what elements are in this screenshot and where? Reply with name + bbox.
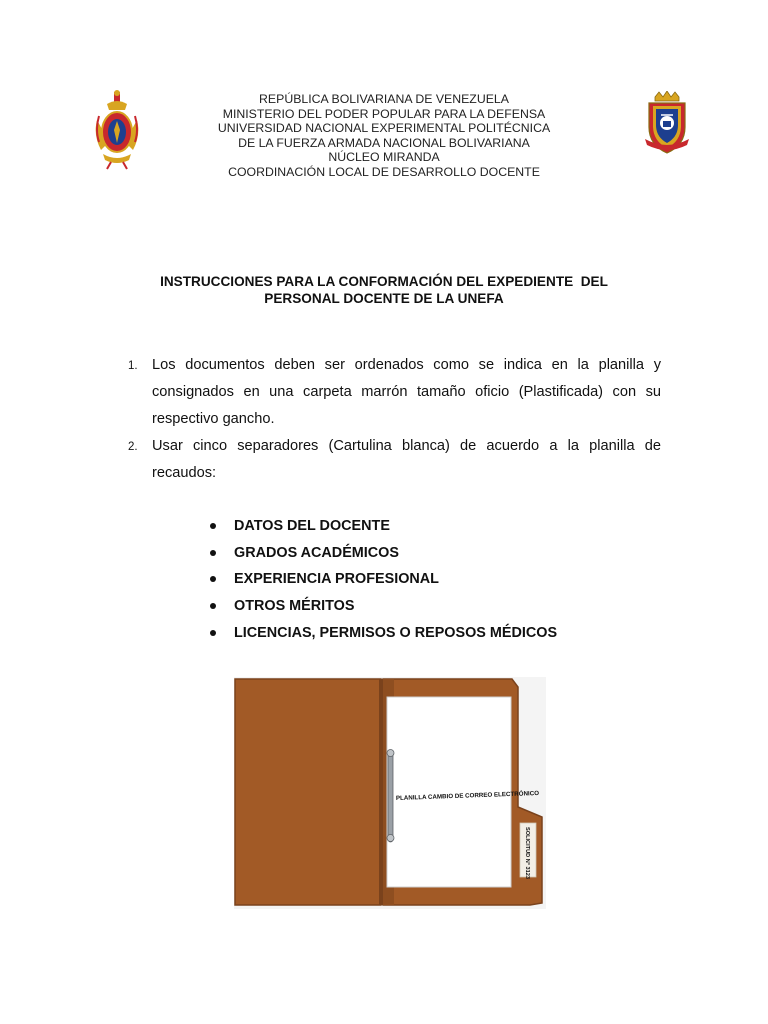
- header-line-armed-forces: DE LA FUERZA ARMADA NACIONAL BOLIVARIANA: [238, 135, 530, 150]
- instructions-list: [125, 352, 661, 487]
- instruction-item: [125, 352, 661, 433]
- document-title: [0, 273, 768, 307]
- section-separators-list: [205, 513, 557, 647]
- brown-folder-illustration: [234, 677, 546, 909]
- header-line-ministry: MINISTERIO DEL PODER POPULAR PARA LA DEFENSA: [222, 106, 546, 121]
- header-line-country: REPÚBLICA BOLIVARIANA DE VENEZUELA: [259, 92, 509, 106]
- section-label: GRADOS ACADÉMICOS: [234, 544, 399, 561]
- header-line-university: UNIVERSIDAD NACIONAL EXPERIMENTAL POLITÉCNICA: [217, 121, 551, 136]
- document-title-line-2: PERSONAL DOCENTE DE LA UNEFA: [264, 291, 504, 306]
- section-label: DATOS DEL DOCENTE: [234, 518, 390, 534]
- section-label: OTROS MÉRITOS: [234, 598, 355, 615]
- bullet-icon: [210, 576, 216, 582]
- section-item: [205, 566, 557, 593]
- bullet-icon: [210, 523, 216, 529]
- instruction-number: 1.: [128, 360, 138, 372]
- institution-header: [0, 92, 768, 180]
- instruction-number: 2.: [128, 441, 138, 453]
- tab-label-text: SOLICITUD N° 3123: [524, 827, 530, 879]
- header-line-coordination: COORDINACIÓN LOCAL DE DESARROLLO DOCENTE: [228, 164, 540, 179]
- instruction-item: [125, 433, 661, 487]
- section-label: LICENCIAS, PERMISOS O REPOSOS MÉDICOS: [234, 624, 558, 641]
- bullet-icon: [210, 630, 216, 636]
- section-item: [205, 593, 557, 620]
- instruction-text: Usar cinco separadores (Cartulina blanca) de acuerdo a la planilla de recaudos:: [152, 438, 661, 481]
- document-title-line-1: INSTRUCCIONES PARA LA CONFORMACIÓN DEL EXPEDIENTE DEL: [160, 274, 608, 289]
- bullet-icon: [210, 603, 216, 609]
- instruction-text: Los documentos deben ser ordenados como se indica en la planilla y consignados en una carpeta marrón tamaño oficio (Plastificada) con su respectivo gancho.: [152, 357, 661, 427]
- bullet-icon: [210, 550, 216, 556]
- section-label: EXPERIENCIA PROFESIONAL: [234, 571, 439, 588]
- section-item: [205, 540, 557, 567]
- header-line-campus: NÚCLEO MIRANDA: [328, 150, 440, 165]
- brown-folder-image: [234, 677, 546, 909]
- sheet-label-text: PLANILLA CAMBIO DE CORREO ELECTRÓNICO: [395, 790, 540, 802]
- section-item: [205, 620, 557, 647]
- section-item: [205, 513, 557, 540]
